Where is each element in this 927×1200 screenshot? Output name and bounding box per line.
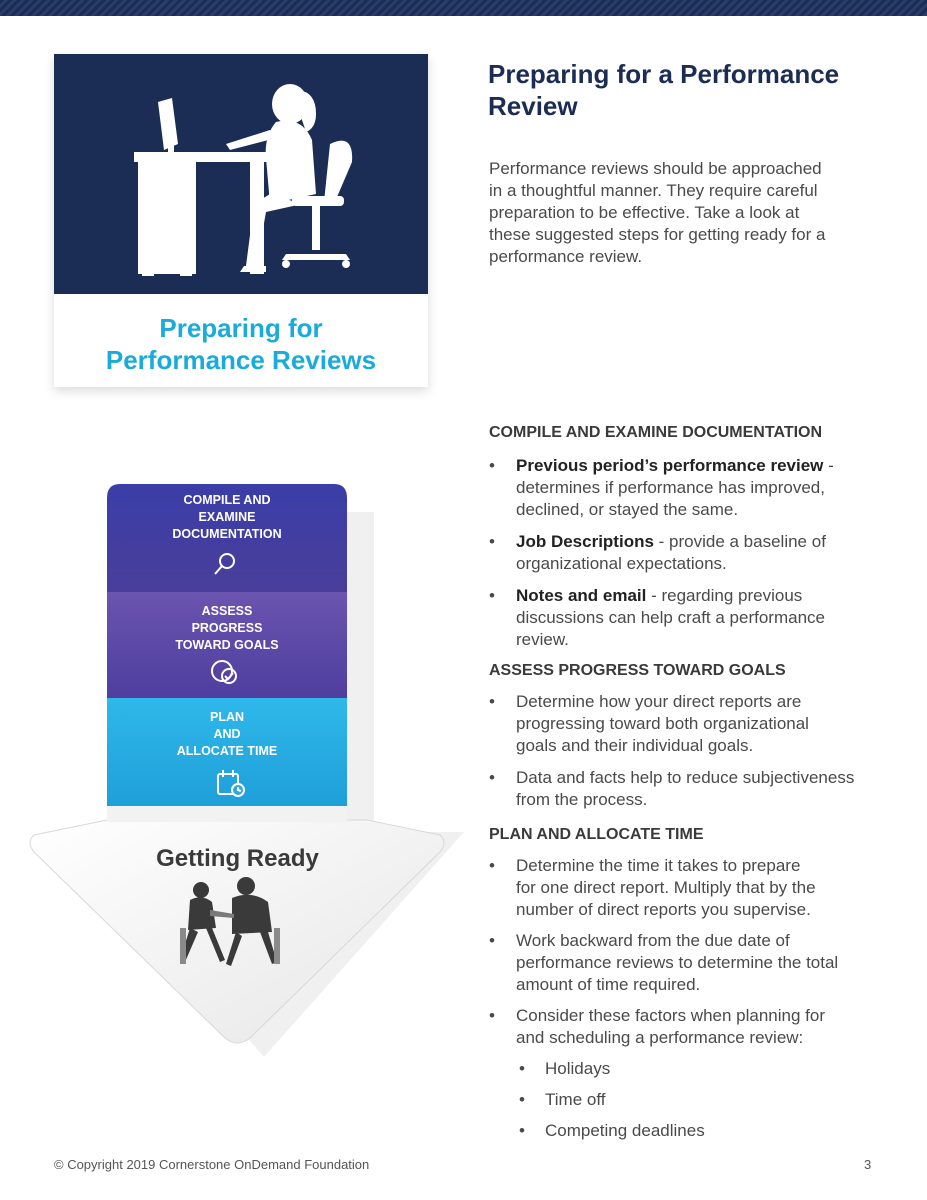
bullet-dot: • bbox=[489, 456, 495, 475]
bullet-line: and scheduling a performance review: bbox=[516, 1028, 804, 1047]
segment-label-line: COMPILE AND bbox=[183, 493, 271, 507]
sub-bullet-item bbox=[489, 1089, 889, 1111]
intro-line: these suggested steps for getting ready for a bbox=[489, 225, 826, 244]
bullet-line: performance reviews to determine the total bbox=[516, 953, 839, 972]
bullet-bold: Job Descriptions bbox=[516, 532, 654, 551]
steps-content bbox=[489, 423, 889, 1142]
hero-caption-line: Performance Reviews bbox=[105, 345, 377, 375]
segment-label-line: EXAMINE bbox=[198, 510, 256, 524]
section-heading-plan: PLAN AND ALLOCATE TIME bbox=[489, 826, 704, 843]
segment-label-line: PROGRESS bbox=[191, 621, 263, 635]
sub-bullet-text: Competing deadlines bbox=[545, 1121, 705, 1140]
bullet-line: organizational expectations. bbox=[516, 554, 727, 573]
segment-label-line: ASSESS bbox=[201, 604, 253, 618]
woman-at-desk-silhouette bbox=[54, 54, 428, 294]
segment-label-assess bbox=[107, 603, 347, 654]
section-heading-compile: COMPILE AND EXAMINE DOCUMENTATION bbox=[489, 424, 823, 441]
bullet-bold: Notes and email bbox=[516, 586, 647, 605]
bullet-dot: • bbox=[489, 768, 495, 787]
segment-label-compile bbox=[107, 492, 347, 543]
title-line: Review bbox=[488, 91, 578, 121]
bullet-dot: • bbox=[489, 692, 495, 711]
intro-line: preparation to be effective. Take a look at bbox=[489, 203, 800, 222]
bullet-dot: • bbox=[489, 931, 495, 950]
title-line: Preparing for a Performance bbox=[488, 59, 840, 89]
intro-paragraph bbox=[489, 158, 869, 268]
bullet-text: - regarding previous bbox=[646, 586, 803, 605]
top-banner bbox=[0, 0, 927, 16]
bullet-item bbox=[489, 585, 889, 651]
sub-bullet-item bbox=[489, 1058, 889, 1080]
intro-line: performance review. bbox=[489, 247, 643, 266]
segment-label-line: ALLOCATE TIME bbox=[176, 744, 278, 758]
bullet-item bbox=[489, 855, 889, 921]
sub-bullet-item bbox=[489, 1120, 889, 1142]
bullet-text: - provide a baseline of bbox=[653, 532, 826, 551]
hero-caption bbox=[54, 312, 428, 376]
getting-ready-arrow-graphic bbox=[20, 470, 470, 1070]
intro-line: in a thoughtful manner. They require careful bbox=[489, 181, 818, 200]
bullet-line: Data and facts help to reduce subjectiveness bbox=[516, 768, 855, 787]
bullet-line: Consider these factors when planning for bbox=[516, 1006, 826, 1025]
bullet-item bbox=[489, 455, 889, 521]
bullet-dot: • bbox=[519, 1121, 525, 1140]
intro-line: Performance reviews should be approached bbox=[489, 159, 822, 178]
bullet-line: from the process. bbox=[516, 790, 648, 809]
bullet-line: Determine the time it takes to prepare bbox=[516, 856, 801, 875]
bullet-dot: • bbox=[489, 586, 495, 605]
page-title bbox=[488, 58, 908, 122]
segment-label-line: PLAN bbox=[209, 710, 245, 724]
bullet-line: goals and their individual goals. bbox=[516, 736, 754, 755]
bullet-line: declined, or stayed the same. bbox=[516, 500, 739, 519]
bullet-line: progressing toward both organizational bbox=[516, 714, 809, 733]
bullet-line: discussions can help craft a performance bbox=[516, 608, 825, 627]
bullet-line: determines if performance has improved, bbox=[516, 478, 825, 497]
bullet-line: for one direct report. Multiply that by the bbox=[516, 878, 816, 897]
bullet-dot: • bbox=[519, 1059, 525, 1078]
bullet-item bbox=[489, 531, 889, 575]
segment-label-line: AND bbox=[213, 727, 241, 741]
section-heading-assess: ASSESS PROGRESS TOWARD GOALS bbox=[489, 662, 786, 679]
hero-caption-line: Preparing for bbox=[159, 313, 323, 343]
bullet-line: number of direct reports you supervise. bbox=[516, 900, 811, 919]
bullet-dot: • bbox=[489, 1006, 495, 1025]
bullet-line: review. bbox=[516, 630, 569, 649]
bullet-item bbox=[489, 1005, 889, 1049]
bullet-line: Determine how your direct reports are bbox=[516, 692, 802, 711]
bullet-dot: • bbox=[489, 856, 495, 875]
arrow-label: Getting Ready bbox=[156, 845, 319, 872]
segment-label-line: TOWARD GOALS bbox=[175, 638, 279, 652]
bullet-bold: Previous period’s performance review bbox=[516, 456, 824, 475]
bullet-dot: • bbox=[489, 532, 495, 551]
segment-label-line: DOCUMENTATION bbox=[172, 527, 282, 541]
sub-bullet-text: Time off bbox=[545, 1090, 606, 1109]
bullet-item bbox=[489, 691, 889, 757]
footer-copyright: © Copyright 2019 Cornerstone OnDemand Foundation bbox=[54, 1157, 370, 1172]
segment-label-plan bbox=[107, 709, 347, 760]
hero-image bbox=[54, 54, 428, 294]
bullet-item bbox=[489, 767, 889, 811]
bullet-line: Work backward from the due date of bbox=[516, 931, 790, 950]
bullet-text: - bbox=[823, 456, 834, 475]
hero-card bbox=[54, 54, 428, 387]
bullet-item bbox=[489, 930, 889, 996]
sub-bullet-text: Holidays bbox=[545, 1059, 611, 1078]
bullet-dot: • bbox=[519, 1090, 525, 1109]
bullet-line: amount of time required. bbox=[516, 975, 701, 994]
footer-page-number: 3 bbox=[864, 1157, 872, 1172]
